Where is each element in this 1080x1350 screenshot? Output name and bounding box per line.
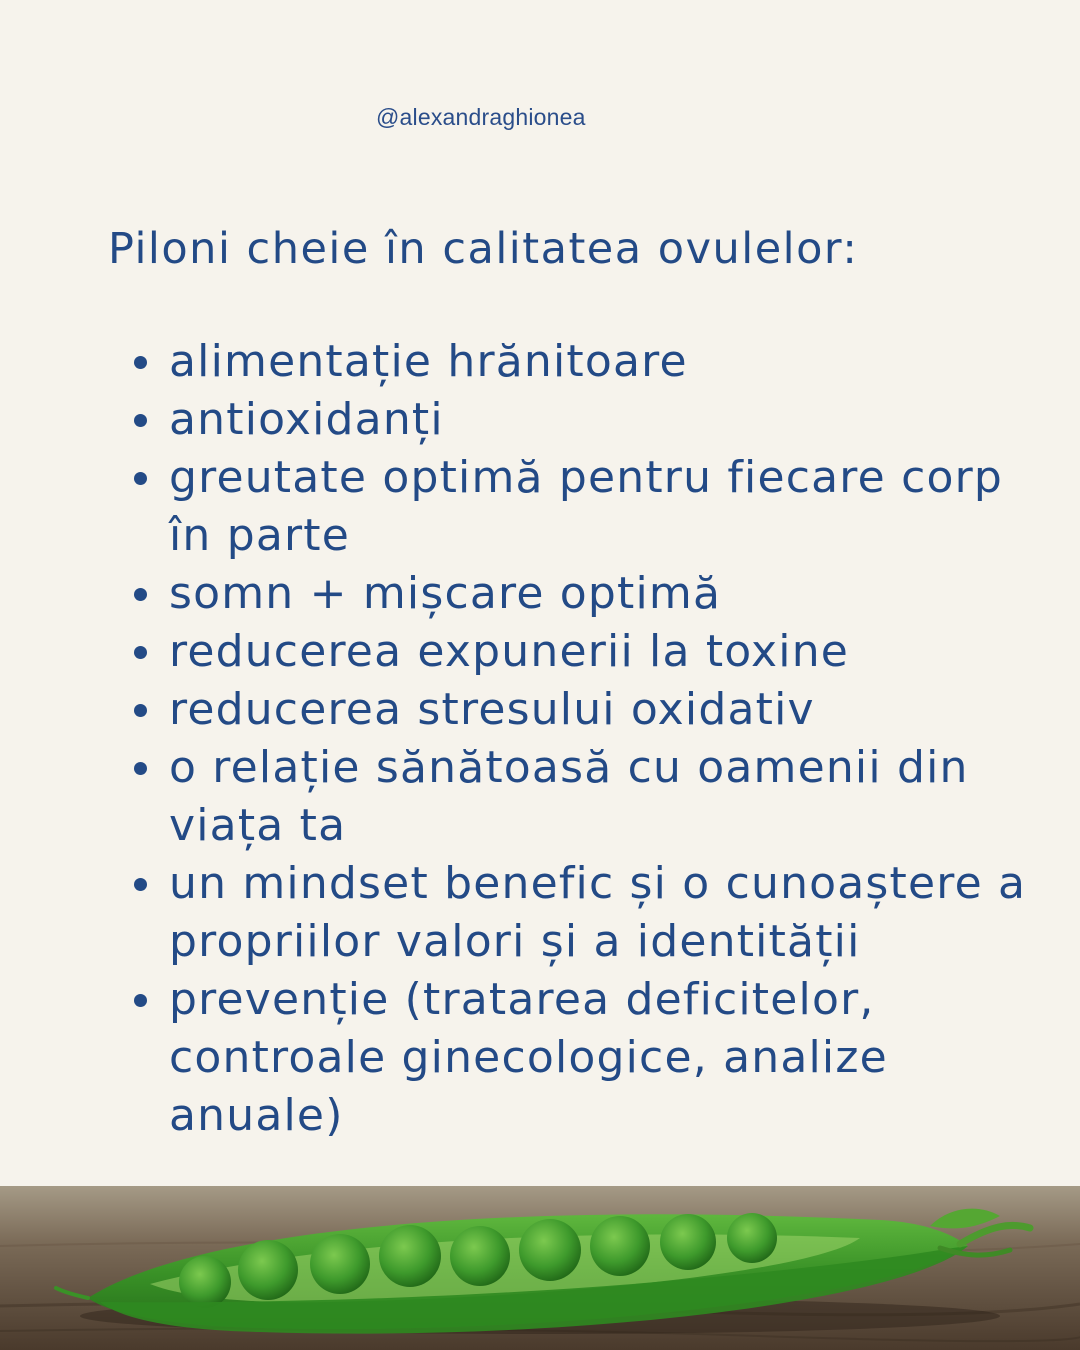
bullet-icon [134, 646, 147, 659]
list-item [130, 623, 1030, 681]
list-item [130, 565, 1030, 623]
page-heading: Piloni cheie în calitatea ovulelor: [108, 224, 859, 274]
list-item-text: reducerea expunerii la toxine [169, 626, 850, 677]
list-item [130, 333, 1030, 391]
list-item-text: o relație sănătoasă cu oamenii din viața ta [169, 742, 969, 851]
author-handle: @alexandraghionea [376, 104, 586, 130]
bullet-icon [134, 356, 147, 369]
bullet-icon [134, 414, 147, 427]
pillars-list [130, 333, 1030, 1145]
list-item-text: antioxidanți [169, 394, 444, 445]
pea-pod-illustration [0, 1186, 1080, 1350]
list-item-text: prevenție (tratarea deficitelor, controale ginecologice, analize anuale) [169, 974, 888, 1141]
bullet-icon [134, 762, 147, 775]
pea-pod-photo [0, 1186, 1080, 1350]
bullet-icon [134, 472, 147, 485]
list-item-text: reducerea stresului oxidativ [169, 684, 815, 735]
bullet-icon [134, 588, 147, 601]
list-item [130, 449, 1030, 565]
bullet-icon [134, 704, 147, 717]
list-item [130, 971, 1030, 1145]
list-item-text: un mindset benefic și o cunoaștere a propriilor valori și a identității [169, 858, 1027, 967]
bullet-icon [134, 994, 147, 1007]
list-item [130, 855, 1030, 971]
list-item-text: greutate optimă pentru fiecare corp în parte [169, 452, 1004, 561]
list-item [130, 391, 1030, 449]
list-item-text: somn + mișcare optimă [169, 568, 722, 619]
list-item [130, 681, 1030, 739]
bullet-icon [134, 878, 147, 891]
list-item [130, 739, 1030, 855]
list-item-text: alimentație hrănitoare [169, 336, 688, 387]
